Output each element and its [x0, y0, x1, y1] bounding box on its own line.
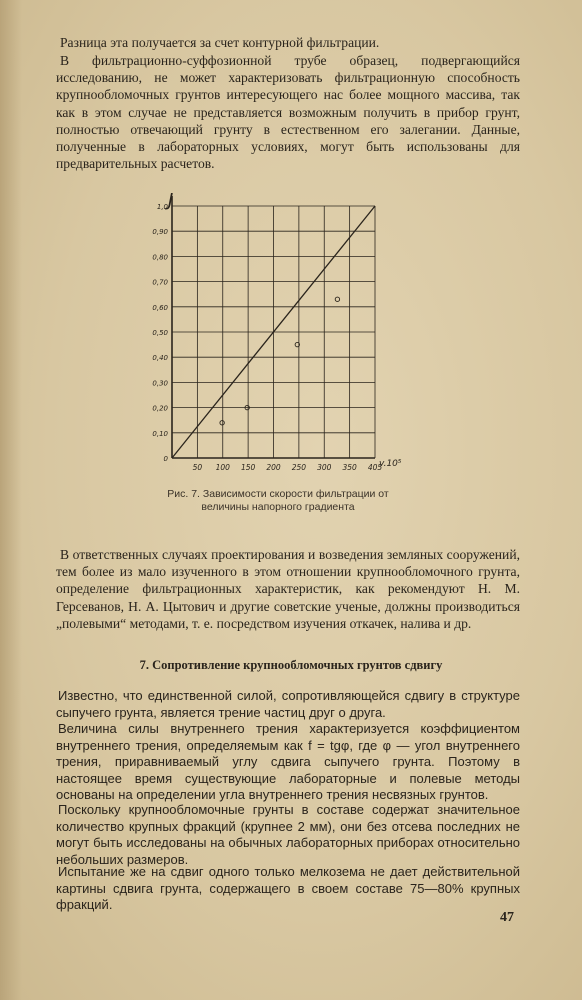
page-edge-shadow — [0, 0, 22, 1000]
y-tick-label: 0,20 — [152, 404, 168, 413]
y-tick-label: 0,10 — [152, 429, 168, 438]
y-tick-label: 1,0 — [156, 203, 168, 211]
x-tick-label: 250 — [291, 463, 307, 472]
paragraph-1-text: Разница эта получается за счет контурной фильтрации. — [60, 35, 380, 50]
y-tick-label: 0 — [163, 455, 168, 463]
y-tick-label: 0,40 — [152, 354, 168, 363]
data-point — [335, 297, 339, 301]
paragraph-6: Поскольку крупнообломочные грунты в составе содержат значительное количество крупных фракций (крупнее 2 мм), они без отсева последних не могут быть исследованы на обычных лабораторных приборах относительно небольших размеров. — [56, 802, 520, 867]
figure-caption: Рис. 7. Зависимости скорости фильтрации от величины напорного градиента — [167, 488, 389, 513]
y-tick-label: 0,80 — [152, 253, 168, 262]
x-tick-label: 405 — [367, 463, 383, 472]
section-heading: 7. Сопротивление крупнообломочных грунтов сдвигу — [139, 658, 443, 672]
y-tick-label: 0,60 — [152, 303, 168, 312]
y-axis-label: J — [168, 190, 174, 211]
x-tick-label: 350 — [342, 463, 357, 472]
y-tick-label: 0,30 — [152, 379, 168, 388]
y-tick-label: 0,50 — [152, 329, 168, 337]
x-axis-label: v.10⁵ — [379, 459, 402, 469]
paragraph-4: Известно, что единственной силой, сопротивляющейся сдвигу в структуре сыпучего грунта, является трение частиц друг о друга. — [56, 688, 520, 720]
x-tick-label: 200 — [266, 463, 281, 472]
y-tick-label: 0,90 — [152, 228, 168, 237]
paragraph-2: В фильтрационно-суффозионной трубе образец, подвергающийся исследованию, не может характеризовать фильтрационную способность крупнообломочных грунтов интересующего нас более мощного массива, так как в этом случае не представляется возможным получить в прибор грунт, полностью отвечающий грунту в естественном его залегании. Данные, полученные в лабораторных условиях, могут быть использованы для предварительных расчетов. — [56, 53, 520, 172]
x-tick-label: 100 — [215, 463, 230, 472]
paragraph-3: В ответственных случаях проектирования и возведения земляных сооружений, тем более из мало изученного в этом отношении крупнообломочного грунта, определение фильтрационных характеристик, как рекомендуют Н. М. Герсеванов, Н. А. Цытович и другие советские ученые, должны производиться „полевыми“ методами, т. е. посредством изучения откачек, налива и др. — [56, 547, 520, 631]
page-number: 47 — [500, 910, 514, 925]
x-tick-label: 50 — [192, 463, 203, 472]
paragraph-1 — [56, 34, 520, 51]
filtration-chart — [145, 190, 405, 480]
paragraph-7: Испытание же на сдвиг одного только мелкозема не дает действительной картины сдвига грунта, содержащего в своем составе 75—80% крупных фракций. — [56, 864, 520, 912]
paragraph-5: Величина силы внутреннего трения характеризуется коэффициентом внутреннего трения, определяемым как f = tgφ, где φ — угол внутреннего трения, приравниваемый углу сдвига сыпучего грунта. Поэтому в настоящее время существующие лабораторные и полевые методы основаны на определении угла внутреннего трения несвязных грунтов. — [56, 721, 520, 802]
x-tick-label: 300 — [317, 463, 332, 472]
y-tick-label: 0,70 — [152, 278, 168, 287]
x-tick-label: 150 — [240, 463, 256, 472]
data-point — [220, 421, 224, 425]
chart-tick-labels — [152, 203, 382, 472]
